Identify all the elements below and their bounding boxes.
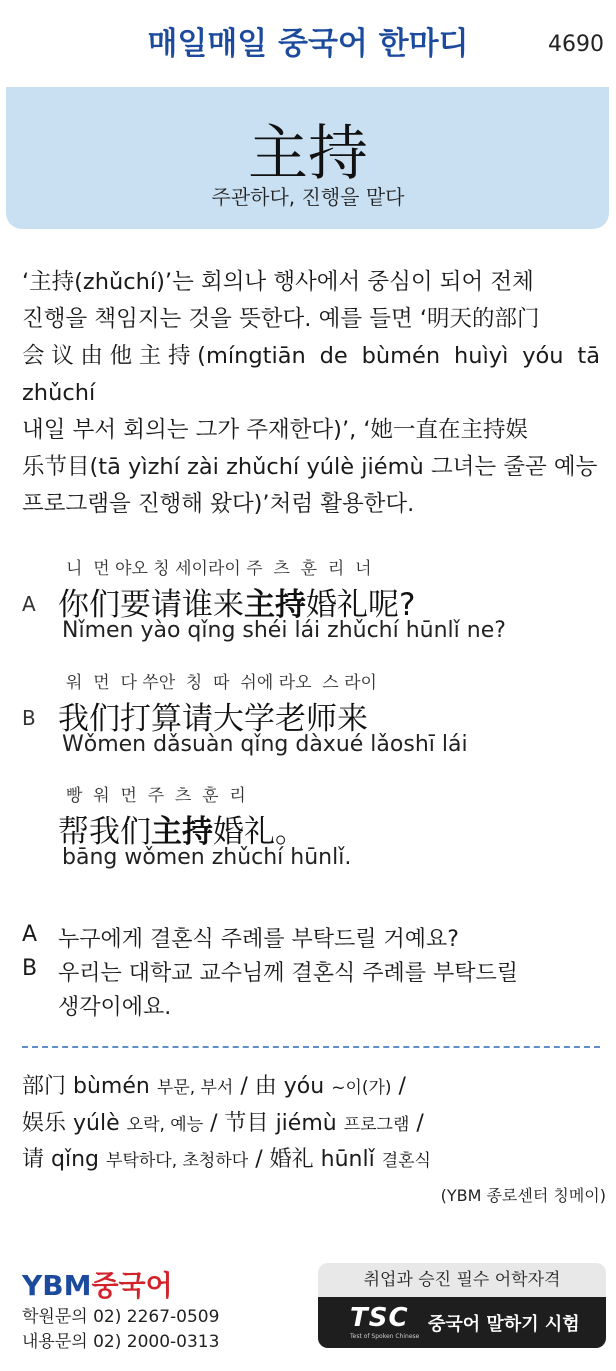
vocab-meaning: 결혼식 — [381, 1151, 431, 1171]
vocab-meaning: 부탁하다, 초청하다 — [106, 1151, 249, 1171]
paragraph-line: 내일 부서 회의는 그가 주재한다)’, ‘她一直在主持娱 — [22, 417, 529, 443]
vocab-pinyin: bùmén — [73, 1074, 150, 1099]
ybm-logo[interactable] — [22, 1264, 173, 1304]
main-expression: 主持 — [248, 119, 368, 189]
pinyin: bāng wǒmen zhǔchí hūnlǐ. — [62, 845, 352, 870]
issue-number: 4690 — [548, 32, 604, 57]
vocab-meaning: ~이(가) — [331, 1078, 392, 1098]
vocabulary-row: 娱乐 yúlè 오락, 예능 / 节目 jiémù 프로그램 / — [22, 1111, 424, 1136]
chinese-sentence: 我们打算请大学老师来 — [58, 701, 368, 737]
translation-line: 누구에게 결혼식 주례를 부탁드릴 거예요? — [58, 927, 459, 952]
ybm-logo-ko: 중국어 — [91, 1269, 173, 1302]
pinyin: Wǒmen dǎsuàn qǐng dàxué lǎoshī lái — [62, 732, 468, 757]
tsc-logo: TSC — [350, 1303, 409, 1333]
korean-reading: 빵 워 먼 주 츠 훈 리 — [66, 786, 246, 806]
paragraph-line: 진행을 책임지는 것을 뜻한다. 예를 들면 ‘明天的部门 — [22, 306, 540, 332]
vocabulary-row: 请 qǐng 부탁하다, 초청하다 / 婚礼 hūnlǐ 결혼식 — [22, 1147, 431, 1172]
chinese-sentence: 帮我们主持婚礼。 — [58, 814, 306, 850]
vocab-meaning: 부문, 부서 — [156, 1078, 234, 1098]
vocab-pinyin: hūnlǐ — [320, 1147, 375, 1172]
highlighted-expression: 主持 — [151, 814, 213, 850]
tsc-tagline: 취업과 승진 필수 어학자격 — [363, 1270, 561, 1290]
translation-line: 생각이에요. — [58, 995, 172, 1020]
expression-meaning: 주관하다, 진행을 맡다 — [211, 185, 405, 209]
paragraph-line: 프로그램을 진행해 왔다)’처럼 활용한다. — [22, 491, 415, 517]
highlighted-expression: 主持 — [244, 587, 306, 623]
speaker-label: A — [22, 592, 36, 616]
paragraph-line: ‘主持(zhǔchí)’는 회의나 행사에서 중심이 되어 전체 — [22, 269, 534, 295]
vocab-word: 部门 — [22, 1074, 67, 1099]
speaker-label: B — [22, 706, 36, 730]
vocab-meaning: 오락, 예능 — [126, 1115, 204, 1135]
tsc-bar — [318, 1297, 606, 1348]
tsc-logo-sub: Test of Spoken Chinese — [350, 1333, 420, 1340]
translation-speaker: B — [22, 956, 38, 981]
vocab-word: 请 — [22, 1147, 45, 1172]
author-credit: (YBM 종로센터 칭메이) — [440, 1186, 606, 1205]
pinyin: Nǐmen yào qǐng shéi lái zhǔchí hūnlǐ ne? — [62, 618, 506, 643]
korean-reading: 워 먼 다 쑤안 칭 따 쉬에 라오 스 라이 — [66, 673, 377, 693]
vocab-pinyin: yóu — [283, 1074, 325, 1099]
vocab-word: 由 — [254, 1074, 277, 1099]
vocab-pinyin: yúlè — [73, 1111, 120, 1136]
vocab-meaning: 프로그램 — [343, 1115, 410, 1135]
translation-speaker: A — [22, 922, 38, 947]
paragraph-line: 乐节目(tā yìzhí zài zhǔchí yúlè jiémù 그녀는 줄곧 예능 — [22, 454, 598, 480]
vocabulary-row: 部门 bùmén 부문, 부서 / 由 yóu ~이(가) / — [22, 1074, 406, 1099]
vocab-pinyin: qǐng — [51, 1147, 100, 1172]
paragraph-line: 会议由他主持(míngtiān de bùmén huìyì yóu tā zhǔchí — [22, 343, 600, 406]
vocab-pinyin: jiémù — [275, 1111, 337, 1136]
explanation-paragraph — [22, 264, 600, 523]
tsc-exam-name: 중국어 말하기 시험 — [428, 1314, 580, 1335]
translation-line: 우리는 대학교 교수님께 결혼식 주례를 부탁드릴 — [58, 961, 519, 986]
korean-reading: 니 먼 야오 칭 세이라이 주 츠 훈 리 너 — [66, 559, 372, 579]
section-divider — [22, 1046, 600, 1048]
vocab-word: 节目 — [224, 1111, 269, 1136]
vocab-word: 婚礼 — [269, 1147, 314, 1172]
chinese-sentence: 你们要请谁来主持婚礼呢? — [58, 587, 416, 623]
series-title: 매일매일 중국어 한마디 — [147, 26, 469, 62]
academy-contact: 학원문의 02) 2267-0509 — [22, 1307, 220, 1327]
ybm-logo-en: YBM — [22, 1269, 92, 1302]
content-contact: 내용문의 02) 2000-0313 — [22, 1332, 220, 1352]
tsc-ad-banner[interactable] — [318, 1263, 606, 1348]
vocab-word: 娱乐 — [22, 1111, 67, 1136]
